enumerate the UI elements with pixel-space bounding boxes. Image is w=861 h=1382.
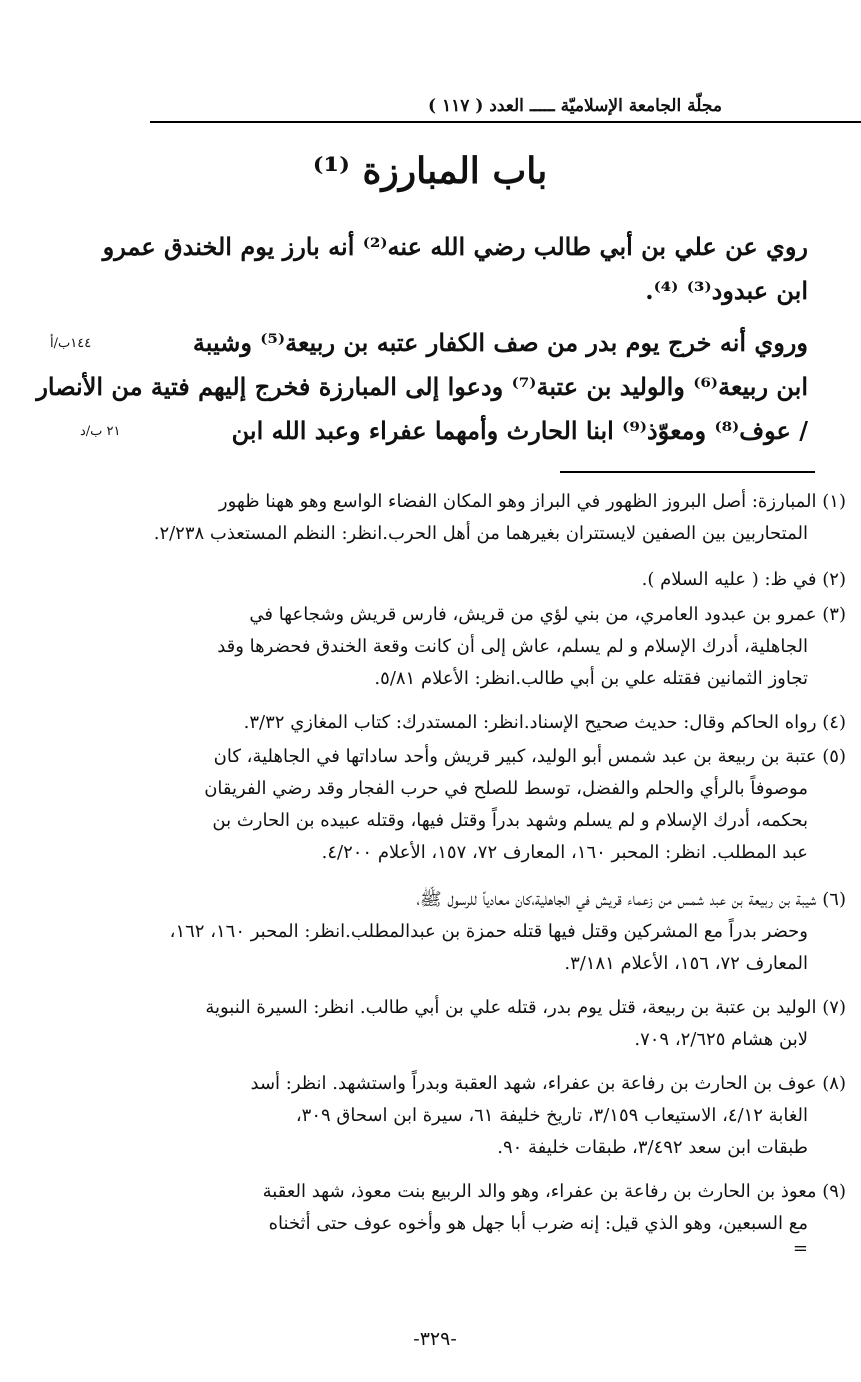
footnote-line: موصوفاً بالرأي والحلم والفضل، توسط للصلح في حرب الفجار وقد رضي الفريقان [204,778,808,799]
footnote-line: عمرو بن عبدود العامري، من بني لؤي من قريش، فارس قريش وشجاعها في [249,604,817,625]
footnote-line: عبد المطلب. انظر: المحبر ١٦٠، المعارف ٧٢، ١٥٧، الأعلام ٤/٢٠٠. [321,842,808,863]
footnote-line: وحضر بدراً مع المشركين وقتل فيها قتله حمزة بن عبدالمطلب.انظر: المحبر ١٦٠، ١٦٢، [169,921,808,942]
footnote-8 [136,1068,846,1164]
footnote-line: معوذ بن الحارث بن رفاعة بن عفراء، وهو والد الربيع بنت معوذ، شهد العقبة [262,1181,817,1202]
footnote-6 [136,884,846,980]
continuation-mark: = [792,1238,808,1259]
footnote-line: الوليد بن عتبة بن ربيعة، قتل يوم بدر، قتله علي بن أبي طالب. انظر: السيرة النبوية [205,997,817,1018]
footnote-5 [136,741,846,869]
footnote-line: تجاوز الثمانين فقتله علي بن أبي طالب.انظر: الأعلام ٥/٨١. [374,668,808,689]
footnote-line: المعارف ٧٢، ١٥٦، الأعلام ٣/١٨١. [564,953,808,974]
main-text-line-1: روي عن علي بن أبي طالب رضي الله عنه⁽²⁾ أنه بارز يوم الخندق عمرو [102,232,808,261]
footnote-line: شيبة بن ربيعة بن عبد شمس من زعماء قريش في الجاهلية،كان معادياً للرسول ﷺ، [416,889,817,910]
footnote-2 [136,564,846,596]
footnote-number: (٩) [822,1181,846,1202]
footnote-1 [136,486,846,550]
margin-note-folio: ١٤٤ب/أ [50,336,92,351]
footnote-line: عتبة بن ربيعة بن عبد شمس أبو الوليد، كبير قريش وأحد ساداتها في الجاهلية، كان [213,746,817,767]
footnote-number: (٢) [822,569,846,590]
footnote-line: الجاهلية، أدرك الإسلام و لم يسلم، عاش إلى أن كانت وقعة الخندق فحضرها وقد [217,636,808,657]
footnote-line: في ظ: ( عليه السلام ). [641,569,817,590]
chapter-title: باب المبارزة ⁽¹⁾ [312,150,548,192]
footnote-7 [136,992,846,1056]
main-text-line-5: / عوف⁽⁸⁾ ومعوّذ⁽⁹⁾ ابنا الحارث وأمهما عفراء وعبد الله ابن [231,416,808,445]
header-rule [150,121,861,123]
footnote-line: بحكمه، أدرك الإسلام و لم يسلم وشهد بدراً وقتل فيها، وقتله عبيده بن الحارث بن [212,810,808,831]
footnote-9 [136,1176,846,1258]
footnote-number: (٦) [822,889,846,910]
footnote-line: المتحاربين بين الصفين لايستتران بغيرهما من أهل الحرب.انظر: النظم المستعذب ٢/٢٣٨. [153,523,808,544]
main-text-line-4: ابن ربيعة⁽⁶⁾ والوليد بن عتبة⁽⁷⁾ ودعوا إلى المبارزة فخرج إليهم فتية من الأنصار [36,372,808,401]
footnote-line: طبقات ابن سعد ٣/٤٩٢، طبقات خليفة ٩٠. [497,1137,808,1158]
footnote-rule [560,471,815,473]
main-text-line-3: وروي أنه خرج يوم بدر من صف الكفار عتبه بن ربيعة⁽⁵⁾ وشيبة [192,328,808,357]
footnote-number: (٥) [822,746,846,767]
footnote-number: (٨) [822,1073,846,1094]
footnote-line: المبارزة: أصل البروز الظهور في البراز وهو المكان الفضاء الواسع وهو ههنا ظهور [218,491,817,512]
footnote-line: مع السبعين، وهو الذي قيل: إنه ضرب أبا جهل هو وأخوه عوف حتى أثخناه [268,1213,808,1234]
margin-note-folio: ٢١ ب/د [80,424,121,439]
page-number: -٣٢٩- [413,1328,457,1350]
footnote-line: لابن هشام ٢/٦٢٥، ٧٠٩. [634,1029,808,1050]
footnote-number: (٧) [822,997,846,1018]
footnote-3 [136,599,846,695]
footnote-line: الغابة ٤/١٢، الاستيعاب ٣/١٥٩، تاريخ خليفة ٦١، سيرة ابن اسحاق ٣٠٩، [295,1105,808,1126]
footnote-number: (٣) [822,604,846,625]
footnote-line: عوف بن الحارث بن رفاعة بن عفراء، شهد العقبة وبدراً واستشهد. انظر: أسد [250,1073,817,1094]
footnote-number: (٤) [822,712,846,733]
main-text-line-2: ابن عبدود⁽³⁾ ⁽⁴⁾. [645,276,808,305]
footnote-4 [136,707,846,739]
footnote-line: رواه الحاكم وقال: حديث صحيح الإسناد.انظر: المستدرك: كتاب المغازي ٣/٣٢. [243,712,817,733]
footnote-number: (١) [822,491,846,512]
running-header: مجلّة الجامعة الإسلاميّة ـــــ العدد ( ١١٧ ) [428,96,722,116]
